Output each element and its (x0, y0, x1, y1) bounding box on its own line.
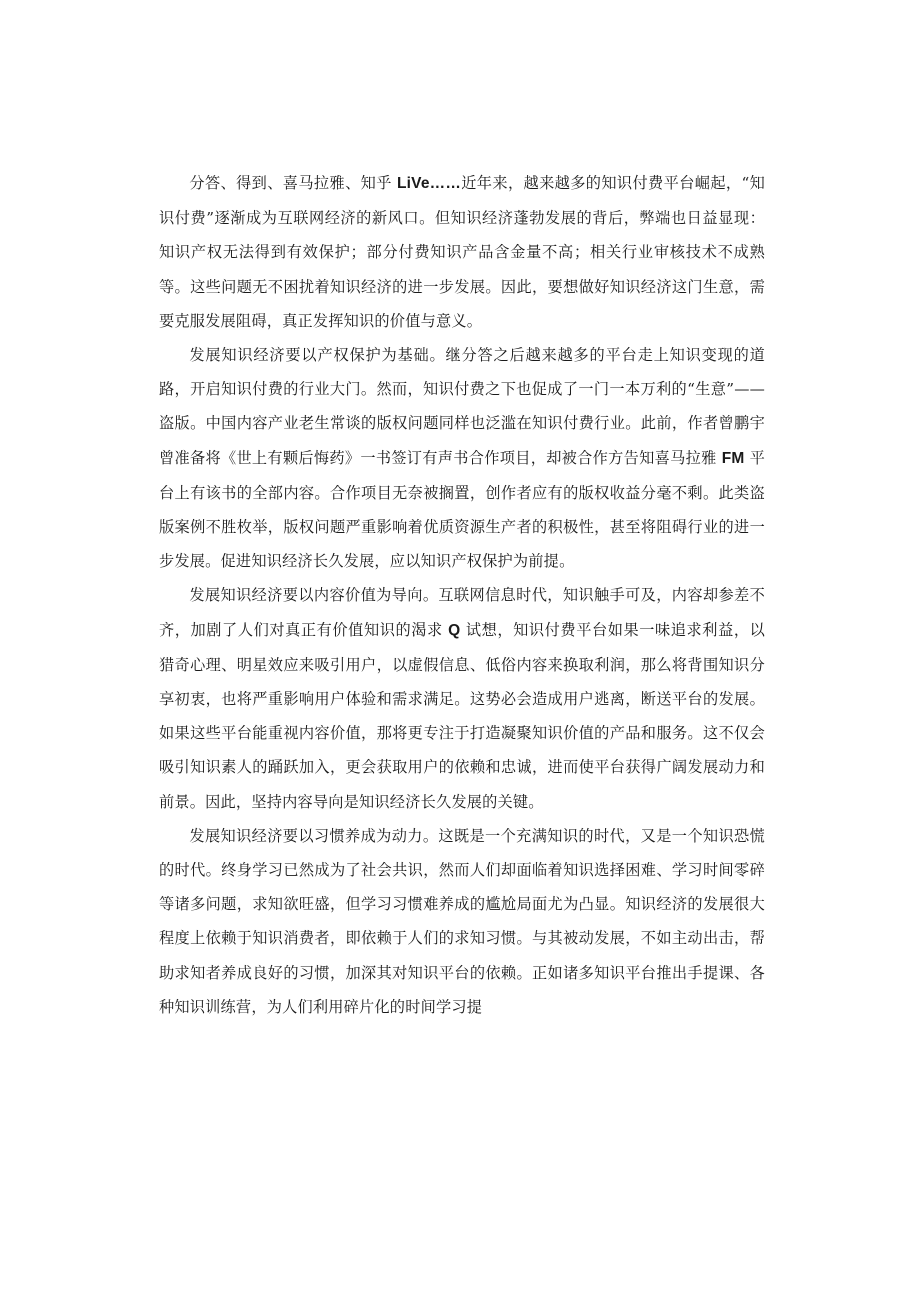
paragraph-3-segment-2: Q (448, 621, 461, 639)
paragraph-3 (159, 578, 765, 818)
article-body (159, 166, 765, 1024)
paragraph-1-segment-3: 近年来，越来越多的知识付费平台崛起，“知识付费”逐渐成为互联网经济的新风口。但知识经济蓬勃发展的背后，弊端也日益显现：知识产权无法得到有效保护；部分付费知识产品含金量不高；相关行业审核技术不成熟等。这些问题无不困扰着知识经济的进一步发展。因此，要想做好知识经济这门生意，需要克服发展阻碍，真正发挥知识的价值与意义。 (159, 174, 765, 330)
paragraph-3-segment-3: 试想，知识付费平台如果一味追求利益，以猎奇心理、明星效应来吸引用户，以虚假信息、低俗内容来换取利润，那么将背围知识分享初衷，也将严重影响用户体验和需求满足。这势必会造成用户逃离，断送平台的发展。如果这些平台能重视内容价值，那将更专注于打造凝聚知识价值的产品和服务。这不仅会吸引知识素人的踊跃加入，更会获取用户的依赖和忠诚，进而使平台获得广阔发展动力和前景。因此，坚持内容导向是知识经济长久发展的关键。 (159, 620, 765, 811)
paragraph-2-segment-2: FM (721, 449, 745, 467)
paragraph-2-segment-3: 平台上有该书的全部内容。合作项目无奈被搁置，创作者应有的版权收益分毫不剩。此类盗版案例不胜枚举，版权问题严重影响着优质资源生产者的积极性，甚至将阻碍行业的进一步发展。促进知识经济长久发展，应以知识产权保护为前提。 (159, 448, 765, 571)
paragraph-1-segment-2: LiVe…… (396, 175, 462, 192)
paragraph-3-segment-1: 发展知识经济要以内容价值为导向。互联网信息时代，知识触手可及，内容却参差不齐，加剧了人们对真正有价值知识的渴求 (159, 586, 765, 639)
paragraph-1-segment-1: 分答、得到、喜马拉雅、知乎 (189, 174, 397, 192)
paragraph-4 (159, 819, 765, 1024)
paragraph-4-segment-1: 发展知识经济要以习惯养成为动力。这既是一个充满知识的时代，又是一个知识恐慌的时代。终身学习已然成为了社会共识，然而人们却面临着知识选择困难、学习时间零碎等诸多问题，求知欲旺盛，但学习习惯难养成的尴尬局面尤为凸显。知识经济的发展很大程度上依赖于知识消费者，即依赖于人们的求知习惯。与其被动发展，不如主动出击，帮助求知者养成良好的习惯，加深其对知识平台的依赖。正如诸多知识平台推出手提课、各种知识训练营，为人们利用碎片化的时间学习提 (159, 826, 765, 1016)
paragraph-2 (159, 338, 765, 578)
paragraph-2-segment-1: 发展知识经济要以产权保护为基础。继分答之后越来越多的平台走上知识变现的道路，开启知识付费的行业大门。然而，知识付费之下也促成了一门一本万利的“生意”——盗版。中国内容产业老生常谈的版权问题同样也泛滥在知识付费行业。此前，作者曾鹏宇曾准备将《世上有颗后悔药》一书签订有声书合作项目，却被合作方告知喜马拉雅 (159, 346, 765, 467)
paragraph-1 (159, 166, 765, 338)
